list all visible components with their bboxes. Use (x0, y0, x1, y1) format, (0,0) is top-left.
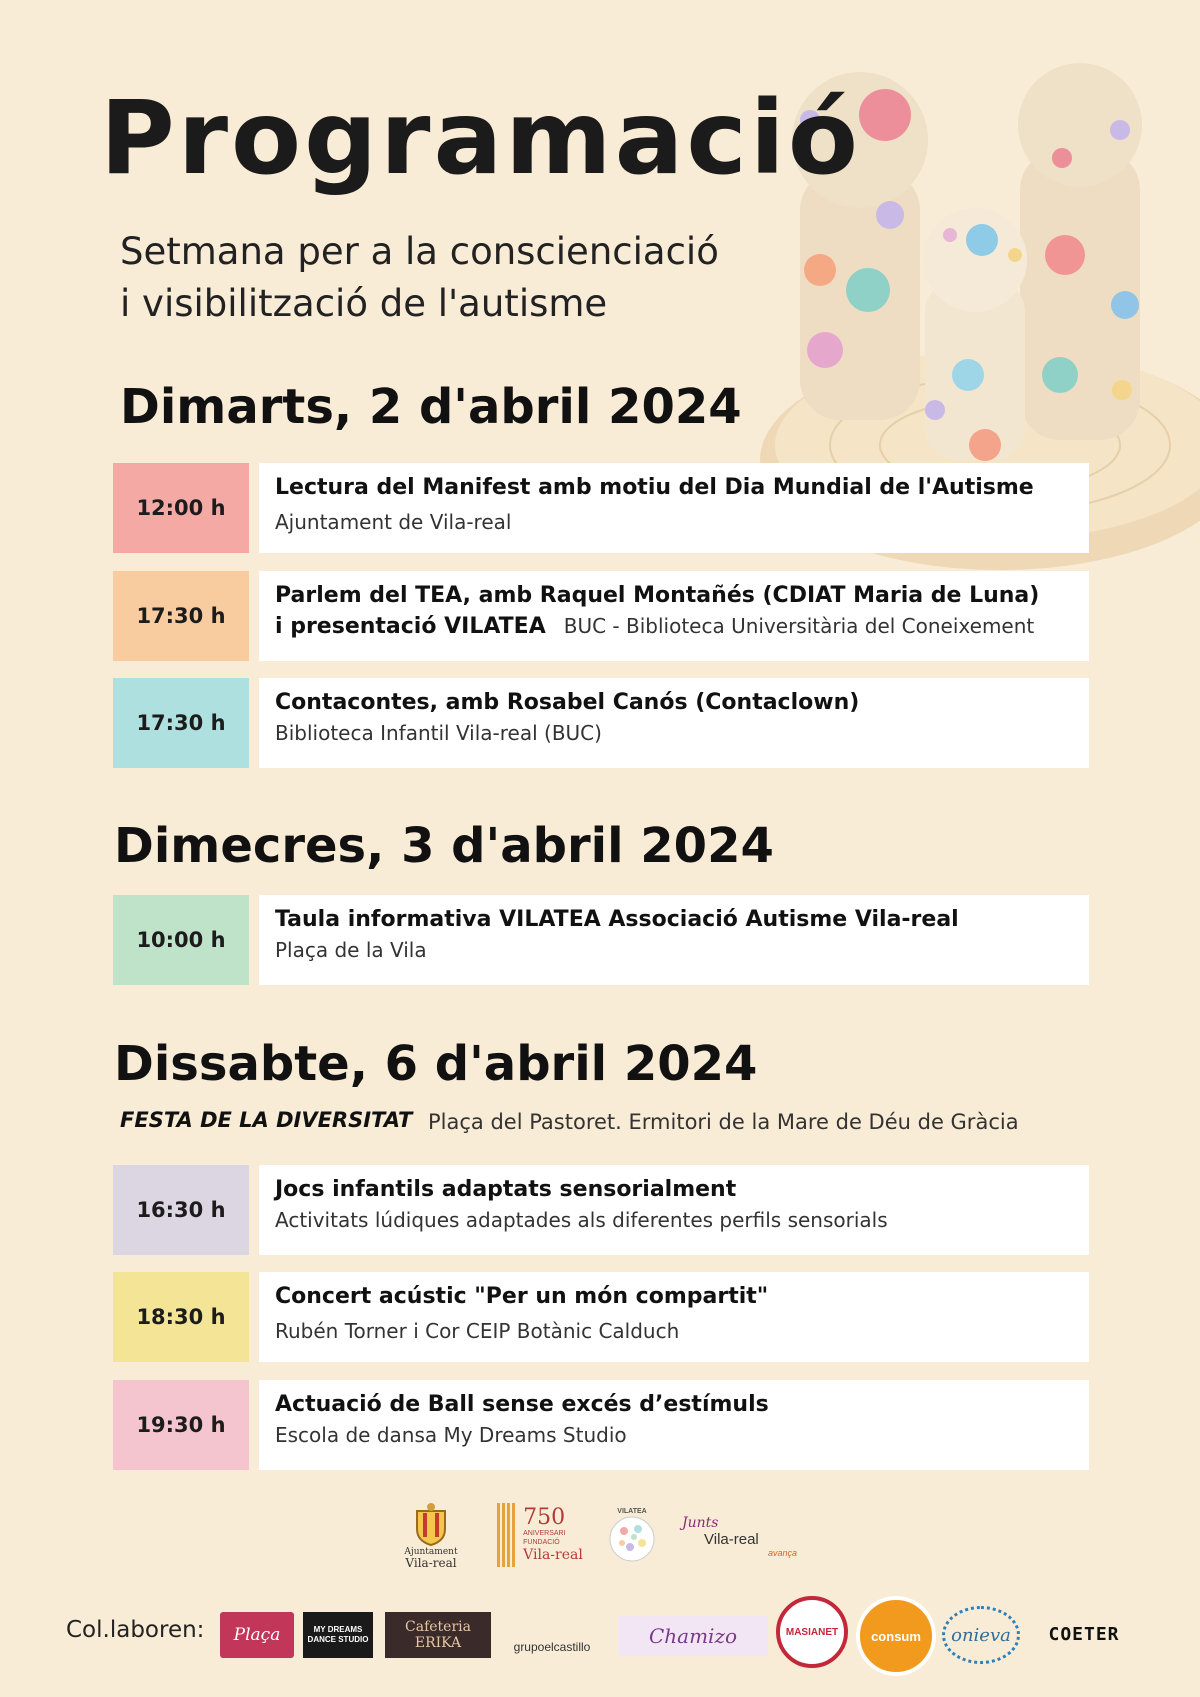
event-row (113, 463, 1089, 553)
event-time: 17:30 h (113, 678, 249, 768)
event-title: Actuació de Ball sense excés d’estímuls (275, 1392, 769, 1417)
fundacio-line2: FUNDACIÓ (523, 1539, 560, 1546)
collaborators-label: Col.laboren: (66, 1617, 205, 1643)
collab-logo-coeter: COETER (1048, 1623, 1120, 1645)
collab-logo-erika: Cafeteria ERIKA (385, 1612, 491, 1658)
ajuntament-line1: Ajuntament (404, 1547, 458, 1557)
page-subtitle (120, 226, 719, 330)
subtitle-line-1: Setmana per a la conscienciació (120, 230, 719, 273)
event-place: BUC - Biblioteca Universitària del Coneixement (563, 614, 1035, 638)
ajuntament-line2: Vila-real (405, 1556, 457, 1570)
event-title-line-2 (275, 611, 1073, 642)
event-card (259, 895, 1089, 985)
event-title-cont: i presentació VILATEA (275, 614, 546, 639)
fundacio-line1: ANIVERSARI (523, 1530, 566, 1537)
coat-of-arms-icon (411, 1503, 451, 1547)
event-card (259, 1380, 1089, 1470)
fundacio-line3: Vila-real (523, 1547, 583, 1563)
event-title: Parlem del TEA, amb Raquel Montañés (CDIAT Maria de Luna) (275, 583, 1040, 608)
event-place: Rubén Torner i Cor CEIP Botànic Calduch (275, 1319, 680, 1343)
fundacio-number: 750 (523, 1505, 566, 1530)
collab-logo-grupoelcastillo: grupoelcastillo (513, 1640, 591, 1654)
fundacio-750-logo (494, 1500, 586, 1570)
junts-line3: avança (768, 1547, 798, 1558)
event-row (113, 895, 1089, 985)
event-title: Concert acústic "Per un món compartit" (275, 1284, 769, 1309)
event-time: 16:30 h (113, 1165, 249, 1255)
event-place: Escola de dansa My Dreams Studio (275, 1423, 627, 1447)
event-card (259, 1272, 1089, 1362)
ajuntament-logo (398, 1498, 464, 1574)
event-place: Plaça de la Vila (275, 938, 427, 962)
day-heading-dimarts: Dimarts, 2 d'abril 2024 (120, 379, 742, 435)
vilatea-logo (602, 1502, 662, 1568)
event-card (259, 1165, 1089, 1255)
event-place: Biblioteca Infantil Vila-real (BUC) (275, 721, 602, 745)
event-time: 17:30 h (113, 571, 249, 661)
event-row (113, 1272, 1089, 1362)
event-card (259, 463, 1089, 553)
subtitle-line-2: i visibilització de l'autisme (120, 282, 608, 325)
collab-logo-masianet: MASIANET (776, 1596, 848, 1668)
event-row (113, 571, 1089, 661)
stripes-icon (497, 1503, 517, 1567)
dots-circle-icon (608, 1515, 656, 1563)
page-title: Programació (100, 79, 861, 198)
event-row (113, 678, 1089, 768)
event-title: Contacontes, amb Rosabel Canós (Contaclown) (275, 690, 860, 715)
event-time: 18:30 h (113, 1272, 249, 1362)
junts-vila-real-logo (682, 1510, 798, 1562)
event-time: 10:00 h (113, 895, 249, 985)
day-heading-dissabte: Dissabte, 6 d'abril 2024 (114, 1036, 758, 1092)
collab-logo-placa: Plaça (220, 1612, 294, 1658)
event-time: 19:30 h (113, 1380, 249, 1470)
vilatea-text: VILATEA (617, 1507, 647, 1515)
collab-logo-chamizo: Chamizo (618, 1616, 768, 1656)
event-time: 12:00 h (113, 463, 249, 553)
event-title: Taula informativa VILATEA Associació Autisme Vila-real (275, 907, 959, 932)
collab-logo-onieva: onieva (942, 1606, 1020, 1664)
collab-logo-consum: consum (856, 1596, 936, 1676)
event-card (259, 678, 1089, 768)
festa-label: FESTA DE LA DIVERSITAT (120, 1108, 413, 1132)
event-title: Lectura del Manifest amb motiu del Dia Mundial de l'Autisme (275, 475, 1034, 500)
event-place: Ajuntament de Vila-real (275, 510, 512, 534)
event-title: Jocs infantils adaptats sensorialment (275, 1177, 737, 1202)
collab-logo-mydreams: MY DREAMS DANCE STUDIO (303, 1612, 373, 1658)
day-heading-dimecres: Dimecres, 3 d'abril 2024 (114, 818, 774, 874)
event-row (113, 1165, 1089, 1255)
event-card (259, 571, 1089, 661)
junts-line2: Vila-real (704, 1530, 759, 1548)
festa-place: Plaça del Pastoret. Ermitori de la Mare de Déu de Gràcia (428, 1110, 1019, 1134)
event-place: Activitats lúdiques adaptades als diferentes perfils sensorials (275, 1208, 888, 1232)
junts-line1: Junts (682, 1514, 719, 1531)
event-row (113, 1380, 1089, 1470)
